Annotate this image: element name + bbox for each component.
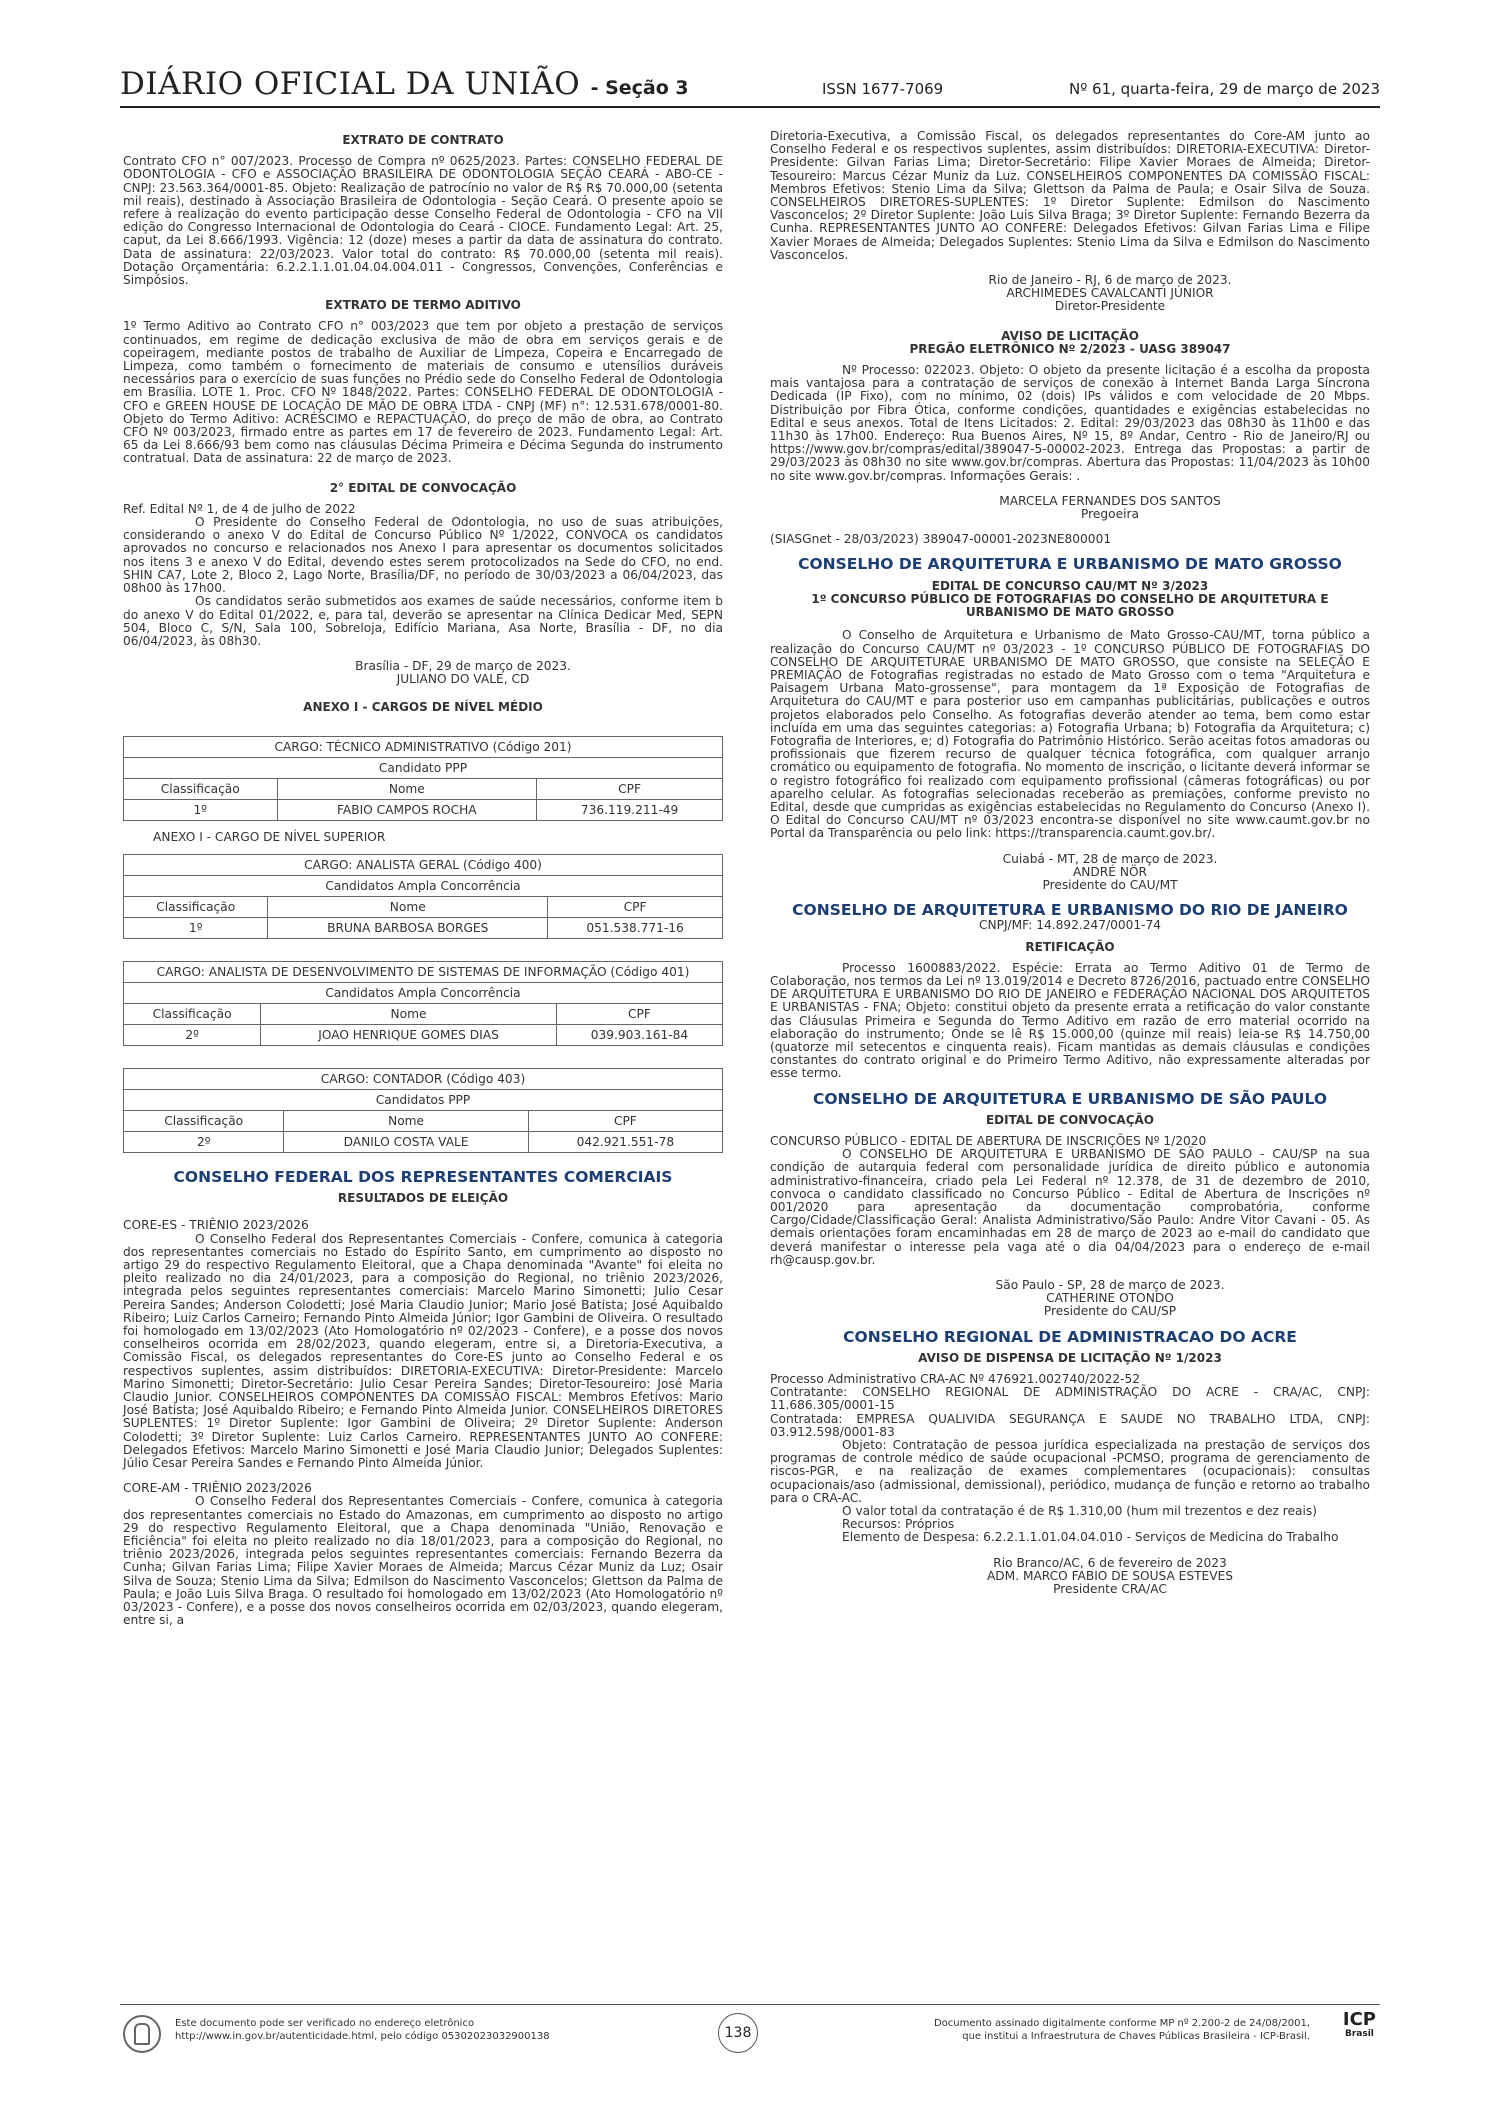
cell-classificacao: 2º <box>124 1024 261 1045</box>
signature-name: ANDRÉ NÖR <box>1072 864 1148 879</box>
organization-heading: CONSELHO DE ARQUITETURA E URBANISMO DE SÃO PAULO <box>813 1089 1327 1108</box>
subheading: CORE-ES - TRIÊNIO 2023/2026 <box>123 1218 309 1233</box>
signature-name: CATHERINE OTONDO <box>1046 1291 1174 1306</box>
signature-name: ARCHIMEDES CAVALCANTI JÚNIOR <box>1006 286 1214 301</box>
paragraph: O Conselho Federal dos Representantes Comerciais - Confere, comunica à categoria dos representantes comerciais no Estado do Amazonas, em cumprimento ao disposto no artigo 29 do respectivo Regulamento Eleitoral, que a Chapa denominada "União, Renovação e Eficiência" foi eleita no pleito realizado no dia 18/01/2023, para a composição do Regional, no triênio 2023/2026, integrada pelos seguintes representantes comerciais: Fernando Bezerra da Cunha; Gilvan Farias Lima; Filipe Xavier Moraes de Almeida; Marcus Cézar Muniz da Luz; Osair Silva de Souza; Stenio Lima da Silva; Edmilson do Nascimento Vasconcelos; Glettson da Palma de Paula; e João Luis Silva Braga. O resultado foi homologado em 13/02/2023 (Ato Homologatório nº 03/2023 - Confere), e a posse dos novos conselheiros ocorrida em 02/03/2023, quando elegeram, entre si, a <box>123 1494 723 1628</box>
table-row <box>124 1131 723 1152</box>
paragraph: Contrato CFO n° 007/2023. Processo de Compra nº 0625/2023. Partes: CONSELHO FEDERAL DE ODONTOLOGIA - CFO e ASSOCIAÇÃO BRASILEIRA DE ODONTOLOGIA SEÇÃO CEARÁ - ABO-CE - CNPJ: 23.563.364/0001-85. Objeto: Realização de patrocínio no valor de R$ R$ 70.000,00 (setenta mil reais), destinado à Associação Brasileira de Odontologia - Seção Ceará. O presente apoio se refere à realização do evento participação desse Conselho Federal de Odontologia - CFO na VII edição do Congresso Internacional de Odontologia do Ceará - CIOCE. Fundamento Legal: Art. 25, caput, da Lei 8.666/1993. Vigência: 12 (doze) meses a partir da data de assinatura do contrato. Data de assinatura: 22/03/2023. Valor total do contrato: R$ 70.000,00 (setenta mil reais). Dotação Orçamentária: 6.2.2.1.1.01.04.04.004.011 - Congressos, Convenções, Conferências e Simpósios. <box>123 154 723 288</box>
candidate-type: Candidato PPP <box>124 757 723 778</box>
cell-cpf: 736.119.211-49 <box>537 799 723 820</box>
annex-title: ANEXO I - CARGO DE NÍVEL SUPERIOR <box>153 829 386 844</box>
text-line: Elemento de Despesa: 6.2.2.1.1.01.04.04.010 - Serviços de Medicina do Trabalho <box>842 1530 1339 1545</box>
col-classificacao: Classificação <box>124 896 268 917</box>
cell-nome: BRUNA BARBOSA BORGES <box>268 917 548 938</box>
signature-role: Presidente do CAU/MT <box>1042 877 1178 892</box>
cnpj: CNPJ/MF: 14.892.247/0001-74 <box>978 918 1162 933</box>
paragraph: 1º Termo Aditivo ao Contrato CFO n° 003/2023 que tem por objeto a prestação de serviços continuados, em regime de dedicação exclusiva de mão de obra em serviços gerais e de copeiragem, mediante postos de trabalho de Auxiliar de Limpeza, Copeira e Encarregado de Limpeza, como também o fornecimento de materiais de consumo e utensílios duráveis necessários para o exercício de suas funções no Prédio sede do Conselho Federal de Odontologia em Brasília. LOTE 1. Proc. CFO Nº 1848/2022. Partes: CONSELHO FEDERAL DE ODONTOLOGIA - CFO e GREEN HOUSE DE LOCAÇÃO DE MÃO DE OBRA LTDA - CNPJ (MF) n°: 12.531.678/0001-80. Objeto do Termo Aditivo: ACRÉSCIMO e REPACTUAÇÃO, do preço de mão de obra, ao Contrato CFO Nº 003/2023, firmado entre as partes em 17 de fevereiro de 2023. Fundamento Legal: Art. 65 da Lei 8.666/93 bem como nas cláusulas Décima Primeira e Décima Segunda do instrumento contratual. Data de assinatura: 22 de março de 2023. <box>123 319 723 466</box>
icp-brasil-logo-icon <box>1343 2011 1376 2039</box>
text-line: O valor total da contratação é de R$ 1.310,00 (hum mil trezentos e dez reais) <box>842 1504 1317 1519</box>
title-text: DIÁRIO OFICIAL DA UNIÃO <box>120 66 581 102</box>
section-title: AVISO DE LICITAÇÃO <box>1001 328 1139 343</box>
signature-line: que institui a Infraestrutura de Chaves Públicas Brasileira - ICP-Brasil. <box>962 2031 1310 2042</box>
signature-name: JULIANO DO VALE, CD <box>396 672 530 687</box>
candidates-table <box>123 736 723 821</box>
section-title: 2° EDITAL DE CONVOCAÇÃO <box>329 480 517 495</box>
paragraph: O Conselho de Arquitetura e Urbanismo de Mato Grosso-CAU/MT, torna público a realização do Concurso CAU/MT nº 03/2023 - 1º CONCURSO PÚBLICO DE FOTOGRAFIAS DO CONSELHO DE ARQUITETURAE URBANISMO DE MATO GROSSO, que consiste na SELEÇÃO E PREMIAÇÃO de Fotografias registradas no estado de Mato Grosso com o tema "Arquitetura e Paisagem Urbana Mato-grossense", para montagem da 1ª Exposição de Fotografias de Arquitetura do CAU/MT e para posterior uso em campanhas publicitárias, publicações e outros projetos elaborados pelo Conselho. As fotografias deverão atender ao tema, bem como estar incluída em uma das seguintes categorias: a) Fotografia Urbana; b) Fotografia da Arquitetura; c) Fotografia de Interiores, e; d) Fotografia do Patrimônio Histórico. Serão aceitas fotos amadoras ou profissionais que fizerem recurso de qualquer técnica fotográfica, com qualquer arranjo cromático ou equipamento de fotografia. No momento de inscrição, o licitante deverá informar se o registro fotográfico foi realizado com equipamento profissional (câmeras fotográficas) ou por aparelho celular. As fotografias selecionadas receberão as premiações, conforme previsto no Edital, desde que cumpridas as exigências estabelecidas no Regulamento do Concurso (Anexo I). O Edital do Concurso CAU/MT nº 03/2023 encontra-se disponível no site www.caumt.gov.br no Portal da Transparência ou pelo link: https://transparencia.caumt.gov.br/. <box>770 628 1370 841</box>
edition-date: Nº 61, quarta-feira, 29 de março de 2023 <box>1068 80 1380 98</box>
candidate-type: Candidatos PPP <box>124 1089 723 1110</box>
signature-place: Rio Branco/AC, 6 de fevereiro de 2023 <box>993 1555 1227 1570</box>
table-row <box>124 1024 723 1045</box>
text-line: Processo Administrativo CRA-AC Nº 476921.002740/2022-52 <box>770 1372 1140 1387</box>
cell-nome: DANILO COSTA VALE <box>284 1131 528 1152</box>
page-number: 138 <box>718 2013 758 2053</box>
col-nome: Nome <box>277 778 537 799</box>
signature-place: Brasília - DF, 29 de março de 2023. <box>355 659 571 674</box>
candidates-table <box>123 961 723 1046</box>
cell-cpf: 039.903.161-84 <box>556 1024 722 1045</box>
page-header <box>120 66 1380 108</box>
paragraph: O Presidente do Conselho Federal de Odontologia, no uso de suas atribuições, considerando o anexo V do Edital de Concurso Público Nº 1/2022, CONVOCA os candidatos aprovados no concurso e relacionados nos Anexo I para apresentar os documentos solicitados nos itens 3 e anexo V do Edital, devendo estes serem protocolizados na Sede do CFO, no end. SHIN CA7, Lote 2, Bloco 2, Lago Norte, Brasília/DF, no período de 30/03/2023 a 06/04/2023, das 08h00 às 17h00. <box>123 515 723 596</box>
signature-role: Presidente do CAU/SP <box>1043 1304 1177 1319</box>
table-row <box>124 917 723 938</box>
table-row <box>124 799 723 820</box>
siasg-reference: (SIASGnet - 28/03/2023) 389047-00001-2023NE800001 <box>770 532 1112 547</box>
text-line: Recursos: Próprios <box>842 1517 955 1532</box>
paragraph: Objeto: Contratação de pessoa jurídica especializada na prestação de serviços dos programas de controle médico de saúde ocupacional -PCMSO, programa de gerenciamento de riscos-PGR, e na realização de exames complementares (ocupacionais): consultas ocupacionais/aso (admissional, demissional), periódico, mudança de função e retorno ao trabalho para o CRA-AC. <box>770 1438 1370 1505</box>
reference: Ref. Edital Nº 1, de 4 de julho de 2022 <box>123 501 356 516</box>
publication-title <box>120 66 689 102</box>
issn: ISSN 1677-7069 <box>822 80 944 98</box>
page-footer <box>120 2004 1380 2065</box>
cell-classificacao: 2º <box>124 1131 284 1152</box>
paragraph: Nº Processo: 022023. Objeto: O objeto da presente licitação é a escolha da proposta mais vantajosa para a contratação de serviços de conexão à Internet Banda Larga Síncrona Dedicada (IP Fixo), com no mínimo, 02 (dois) IPs válidos e com velocidade de 20 Mbps. Distribuição por Fibra Ótica, conforme condições, quantidades e exigências estabelecidas no Edital e seus anexos. Total de Itens Licitados: 2. Edital: 29/03/2023 das 08h30 às 11h00 e das 11h30 às 17h00. Endereço: Rua Buenos Aires, Nº 15, 8º Andar, Centro - Rio de Janeiro/RJ ou https://www.gov.br/compras/edital/389047-5-00002-2023. Entrega das Propostas: a partir de 29/03/2023 às 08h30 no site www.gov.br/compras. Abertura das Propostas: 11/04/2023 às 10h00 no site www.gov.br/compras. Informações Gerais: . <box>770 363 1370 483</box>
section-title: EXTRATO DE TERMO ADITIVO <box>325 298 521 313</box>
paragraph: Processo 1600883/2022. Espécie: Errata ao Termo Aditivo 01 de Termo de Colaboração, nos termos da Lei nº 13.019/2014 e Decreto 8726/2016, pactuado entre CONSELHO DE ARQUITETURA E URBANISMO DO RIO DE JANEIRO e FEDERAÇÃO NACIONAL DOS ARQUITETOS E URBANISTAS - FNA; Objeto: constitui objeto da presente errata a retificação do valor constante das Cláusulas Primeira e Segunda do Termo Aditivo em razão de erro material ocorrido na elaboração do instrumento; Onde se lê R$ 15.000,00 (quinze mil reais) leia-se R$ 14.750,00 (quatorze mil setecentos e cinquenta reais). Ficam mantidas as demais cláusulas e condições constantes do contrato original e do Primeiro Termo Aditivo, não expressamente alteradas por esse termo. <box>770 960 1370 1081</box>
col-nome: Nome <box>268 896 548 917</box>
section-subtitle: PREGÃO ELETRÔNICO Nº 2/2023 - UASG 389047 <box>909 341 1231 356</box>
signature-line: Documento assinado digitalmente conforme MP nº 2.200-2 de 24/08/2001, <box>933 2018 1310 2029</box>
icp-subtext: Brasil <box>1344 2029 1374 2039</box>
col-nome: Nome <box>284 1110 528 1131</box>
signature-role: Diretor-Presidente <box>1054 299 1166 314</box>
verification-line: Este documento pode ser verificado no endereço eletrônico <box>175 2018 475 2029</box>
signature-name: MARCELA FERNANDES DOS SANTOS <box>999 493 1221 508</box>
republic-emblem-icon <box>123 2015 161 2053</box>
col-cpf: CPF <box>548 896 723 917</box>
subheading: CONCURSO PÚBLICO - EDITAL DE ABERTURA DE INSCRIÇÕES Nº 1/2020 <box>770 1134 1207 1148</box>
section-title: EDITAL DE CONVOCAÇÃO <box>985 1112 1155 1127</box>
cell-cpf: 042.921.551-78 <box>528 1131 722 1152</box>
section-subtitle: 1º CONCURSO PÚBLICO DE FOTOGRAFIAS DO CONSELHO DE ARQUITETURA E URBANISMO DE MATO GROSSO <box>811 591 1329 620</box>
paragraph: Diretoria-Executiva, a Comissão Fiscal, os delegados representantes do Core-AM junto ao Conselho Federal e os respectivos suplentes, assim distribuídos: DIRETORIA-EXECUTIVA: Diretor-Presidente: Gilvan Farias Lima; Diretor-Secretário: Filipe Xavier Moraes de Almeida; Diretor-Tesoureiro: Marcus Cézar Muniz da Luz. CONSELHEIROS COMPONENTES DA COMISSÃO FISCAL: Membros Efetivos: Stenio Lima da Silva; Glettson da Palma de Paula; e Osair Silva de Souza. CONSELHEIROS DIRETORES-SUPLENTES: 1º Diretor Suplente: Edmilson do Nascimento Vasconcelos; 2º Diretor Suplente: João Luis Silva Braga; 3º Diretor Suplente: Fernando Bezerra da Cunha. REPRESENTANTES JUNTO AO CONFERE: Delegados Efetivos: Gilvan Farias Lima e Filipe Xavier Moraes de Almeida; Delegados Suplentes: Stenio Lima da Silva e Edmilson do Nascimento Vasconcelos. <box>770 129 1370 262</box>
section-label: - Seção 3 <box>590 77 689 99</box>
cargo-title: CARGO: CONTADOR (Código 403) <box>124 1068 723 1089</box>
icp-text: ICP <box>1342 2009 1376 2030</box>
annex-title: ANEXO I - CARGOS DE NÍVEL MÉDIO <box>303 699 543 714</box>
text-line: Contratada: EMPRESA QUALIVIDA SEGURANÇA E SAUDE NO TRABALHO LTDA, CNPJ: 03.912.598/0001-83 <box>770 1411 1370 1439</box>
cargo-title: CARGO: TÉCNICO ADMINISTRATIVO (Código 201) <box>124 736 723 757</box>
section-title: EDITAL DE CONCURSO CAU/MT Nº 3/2023 <box>931 578 1209 593</box>
cargo-title: CARGO: ANALISTA GERAL (Código 400) <box>124 854 723 875</box>
signature-note <box>934 2017 1310 2043</box>
left-column <box>123 130 723 1627</box>
paragraph: O CONSELHO DE ARQUITETURA E URBANISMO DE SÃO PAULO - CAU/SP na sua condição de autarquia federal com personalidade jurídica de direito público e autonomia administrativo-financeira, criado pela Lei Federal nº 12.378, de 31 de dezembro de 2010, convoca o candidato classificado no Concurso Público - Edital de Abertura de Inscrições nº 001/2020 para apresentação da documentação comprobatória, conforme Cargo/Cidade/Classificação Geral: Analista Administrativo/São Paulo: Andre Vitor Cavani - 05. As demais orientações foram encaminhadas em 28 de março de 2023 ao e-mail do candidato que deverá manifestar o interesse pela vaga até o dia 04/04/2023 para o endereço de e-mail rh@causp.gov.br. <box>770 1147 1370 1267</box>
section-title: AVISO DE DISPENSA DE LICITAÇÃO Nº 1/2023 <box>918 1350 1222 1365</box>
col-nome: Nome <box>261 1003 557 1024</box>
col-classificacao: Classificação <box>124 778 278 799</box>
signature-role: Presidente CRA/AC <box>1053 1582 1167 1597</box>
signature-place: Cuiabá - MT, 28 de março de 2023. <box>1002 851 1218 866</box>
col-classificacao: Classificação <box>124 1003 261 1024</box>
signature-place: São Paulo - SP, 28 de março de 2023. <box>995 1278 1225 1293</box>
subheading: CORE-AM - TRIÊNIO 2023/2026 <box>123 1481 312 1496</box>
candidate-type: Candidatos Ampla Concorrência <box>124 875 723 896</box>
organization-heading: CONSELHO DE ARQUITETURA E URBANISMO DO RIO DE JANEIRO <box>792 901 1348 920</box>
candidate-type: Candidatos Ampla Concorrência <box>124 982 723 1003</box>
verification-link[interactable]: http://www.in.gov.br/autenticidade.html, pelo código 05302023032900138 <box>175 2031 550 2042</box>
organization-heading: CONSELHO FEDERAL DOS REPRESENTANTES COMERCIAIS <box>173 1167 673 1186</box>
signature-place: Rio de Janeiro - RJ, 6 de março de 2023. <box>988 273 1232 288</box>
cell-cpf: 051.538.771-16 <box>548 917 723 938</box>
paragraph: O Conselho Federal dos Representantes Comerciais - Confere, comunica à categoria dos representantes comerciais no Estado do Espírito Santo, em cumprimento ao disposto no artigo 29 do respectivo Regulamento Eleitoral, que a Chapa denominada "Avante" foi eleita no pleito realizado no dia 24/01/2023, para a composição do Regional, no triênio 2023/2026, integrada pelos seguintes representantes comerciais: Marcelo Marino Simonetti; Julio Cesar Pereira Sandes; Anderson Colodetti; José Maria Claudio Junior; Mario José Batista; José Aquibaldo Ribeiro; Luiz Carlos Carneiro; Fernando Pinto Almeida Júnior; Igor Gambini de Oliveira. O resultado foi homologado em 13/02/2023 (Ato Homologatório nº 02/2023 - Confere), e a posse dos novos conselheiros ocorrida em 28/02/2023, quando elegeram, entre si, a Diretoria-Executiva, a Comissão Fiscal, os delegados representantes do Core-ES junto ao Conselho Federal e os respectivos suplentes, assim distribuídos: DIRETORIA-EXECUTIVA: Diretor-Presidente: Marcelo Marino Simonetti; Diretor-Secretário: Julio Cesar Pereira Sandes; Diretor-Tesoureiro: José Maria Claudio Junior. CONSELHEIROS COMPONENTES DA COMISSÃO FISCAL: Membros Efetivos: Mario José Batista; José Aquibaldo Ribeiro; e Fernando Pinto Almeida Junior. CONSELHEIROS DIRETORES SUPLENTES: 1º Diretor Suplente: Igor Gambini de Oliveira; 2º Diretor Suplente: Anderson Colodetti; 3º Diretor Suplente: Luiz Carlos Carneiro. REPRESENTANTES JUNTO AO CONFERE: Delegados Efetivos: Marcelo Marino Simonetti e José Maria Claudio Junior; Delegados Suplentes: Júlio Cesar Pereira Sandes e Fernando Pinto Almeida Júnior. <box>123 1231 723 1470</box>
candidates-table <box>123 1068 723 1153</box>
section-title: EXTRATO DE CONTRATO <box>342 133 504 147</box>
signature-role: Pregoeira <box>1081 507 1139 522</box>
section-title: RESULTADOS DE ELEIÇÃO <box>337 1191 509 1206</box>
col-classificacao: Classificação <box>124 1110 284 1131</box>
cell-nome: JOAO HENRIQUE GOMES DIAS <box>261 1024 557 1045</box>
text-line: Contratante: CONSELHO REGIONAL DE ADMINISTRAÇÃO DO ACRE - CRA/AC, CNPJ: 11.686.305/0001-15 <box>770 1385 1370 1413</box>
cell-nome: FABIO CAMPOS ROCHA <box>277 799 537 820</box>
signature-name: ADM. MARCO FABIO DE SOUSA ESTEVES <box>986 1568 1234 1583</box>
cell-classificacao: 1º <box>124 799 278 820</box>
section-title: RETIFICAÇÃO <box>1025 939 1115 954</box>
organization-heading: CONSELHO REGIONAL DE ADMINISTRACAO DO ACRE <box>843 1327 1297 1346</box>
paragraph: Os candidatos serão submetidos aos exames de saúde necessários, conforme item b do anexo V do Edital 01/2022, e, para tal, deverão se apresentar na Clínica Dedicar Med, SEPN 504, Bloco C, S/N, Sala 100, Sobreloja, Edifício Mariana, Asa Norte, Brasília - DF, no dia 06/04/2023, às 08h30. <box>123 594 723 648</box>
organization-heading: CONSELHO DE ARQUITETURA E URBANISMO DE MATO GROSSO <box>798 555 1342 574</box>
cargo-title: CARGO: ANALISTA DE DESENVOLVIMENTO DE SISTEMAS DE INFORMAÇÃO (Código 401) <box>124 961 723 982</box>
verification-note <box>175 2017 550 2043</box>
right-column <box>770 130 1370 1596</box>
col-cpf: CPF <box>528 1110 722 1131</box>
candidates-table <box>123 854 723 939</box>
col-cpf: CPF <box>537 778 723 799</box>
cell-classificacao: 1º <box>124 917 268 938</box>
col-cpf: CPF <box>556 1003 722 1024</box>
